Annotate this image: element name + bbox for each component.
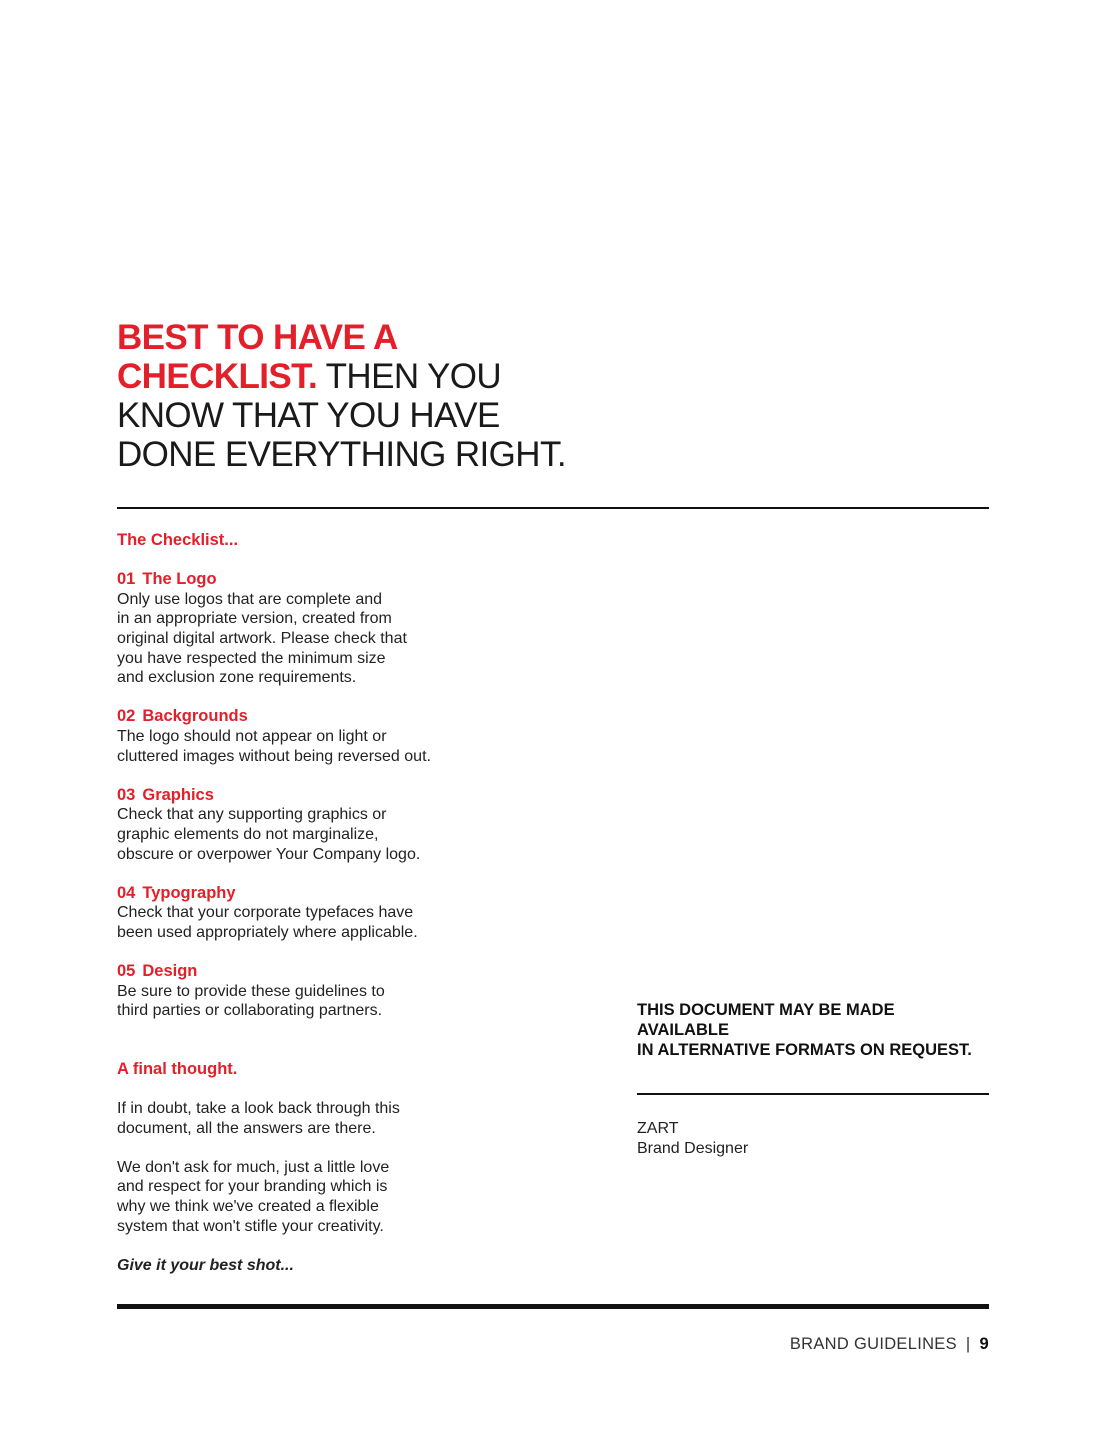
- checklist-item-number: 05: [117, 962, 136, 981]
- checklist-item-heading: [117, 962, 537, 982]
- final-thought-paragraph: We don't ask for much, just a little love and respect for your branding which is why we think we've created a flexible system that won't stifle your creativity.: [117, 1158, 390, 1235]
- checklist-item-title: Backgrounds: [142, 707, 248, 726]
- checklist-item-heading: [117, 786, 537, 806]
- checklist-item-heading: [117, 570, 537, 590]
- page-footer: [790, 1334, 989, 1354]
- headline-rest-line2: KNOW THAT YOU HAVE: [117, 396, 500, 435]
- footer-label: BRAND GUIDELINES: [789, 1335, 957, 1353]
- checklist-item-text: Check that your corporate typefaces have been used appropriately where applicable.: [117, 904, 418, 941]
- checklist-item-number: 01: [117, 570, 136, 589]
- checklist-item-text: Be sure to provide these guidelines to third parties or collaborating partners.: [117, 982, 385, 1020]
- accessibility-notice: THIS DOCUMENT MAY BE MADE AVAILABLE IN ALTERNATIVE FORMATS ON REQUEST.: [637, 1001, 972, 1059]
- checklist-column: [117, 531, 537, 1275]
- notice-block: [637, 1000, 989, 1060]
- checklist-item-number: 02: [117, 707, 136, 726]
- headline-rest-line3: DONE EVERYTHING RIGHT.: [117, 435, 566, 474]
- signoff-text: Give it your best shot...: [117, 1256, 294, 1274]
- checklist-item-design: [117, 962, 537, 1021]
- final-thought-paragraph: If in doubt, take a look back through this document, all the answers are there.: [117, 1100, 400, 1137]
- checklist-item-text: Check that any supporting graphics or graphic elements do not marginalize, obscure or overpower Your Company logo.: [117, 806, 421, 863]
- checklist-item-title: Typography: [142, 883, 236, 902]
- footer-separator: |: [965, 1335, 971, 1353]
- designer-credit: [637, 1119, 748, 1158]
- checklist-item-text: The logo should not appear on light or cluttered images without being reversed out.: [117, 727, 431, 765]
- notice-divider: [637, 1093, 989, 1095]
- checklist-intro: The Checklist...: [117, 531, 239, 549]
- checklist-item-number: 03: [117, 785, 136, 804]
- headline-rest-part1: THEN YOU: [317, 357, 502, 396]
- bottom-divider: [117, 1304, 989, 1309]
- page-headline: [117, 318, 677, 474]
- checklist-item-title: Graphics: [142, 785, 214, 804]
- checklist-item-heading: [117, 884, 537, 904]
- checklist-item-heading: [117, 707, 537, 727]
- headline-accent-line1: BEST TO HAVE A: [117, 318, 398, 357]
- checklist-item-text: Only use logos that are complete and in an appropriate version, created from original digital artwork. Please check that you have respected the minimum size and exclusion zone requirements.: [117, 590, 407, 687]
- designer-role: Brand Designer: [637, 1139, 749, 1157]
- final-thought-title: A final thought.: [117, 1059, 238, 1078]
- checklist-item-title: Design: [142, 962, 198, 981]
- checklist-item-backgrounds: [117, 707, 537, 766]
- page-number: 9: [979, 1335, 989, 1353]
- checklist-item-logo: [117, 570, 537, 688]
- checklist-item-title: The Logo: [142, 570, 217, 589]
- checklist-item-typography: [117, 884, 537, 943]
- headline-accent-line2: CHECKLIST.: [117, 357, 318, 396]
- checklist-item-number: 04: [117, 883, 136, 902]
- top-divider: [117, 507, 989, 509]
- designer-name: ZART: [637, 1120, 679, 1137]
- checklist-item-graphics: [117, 786, 537, 864]
